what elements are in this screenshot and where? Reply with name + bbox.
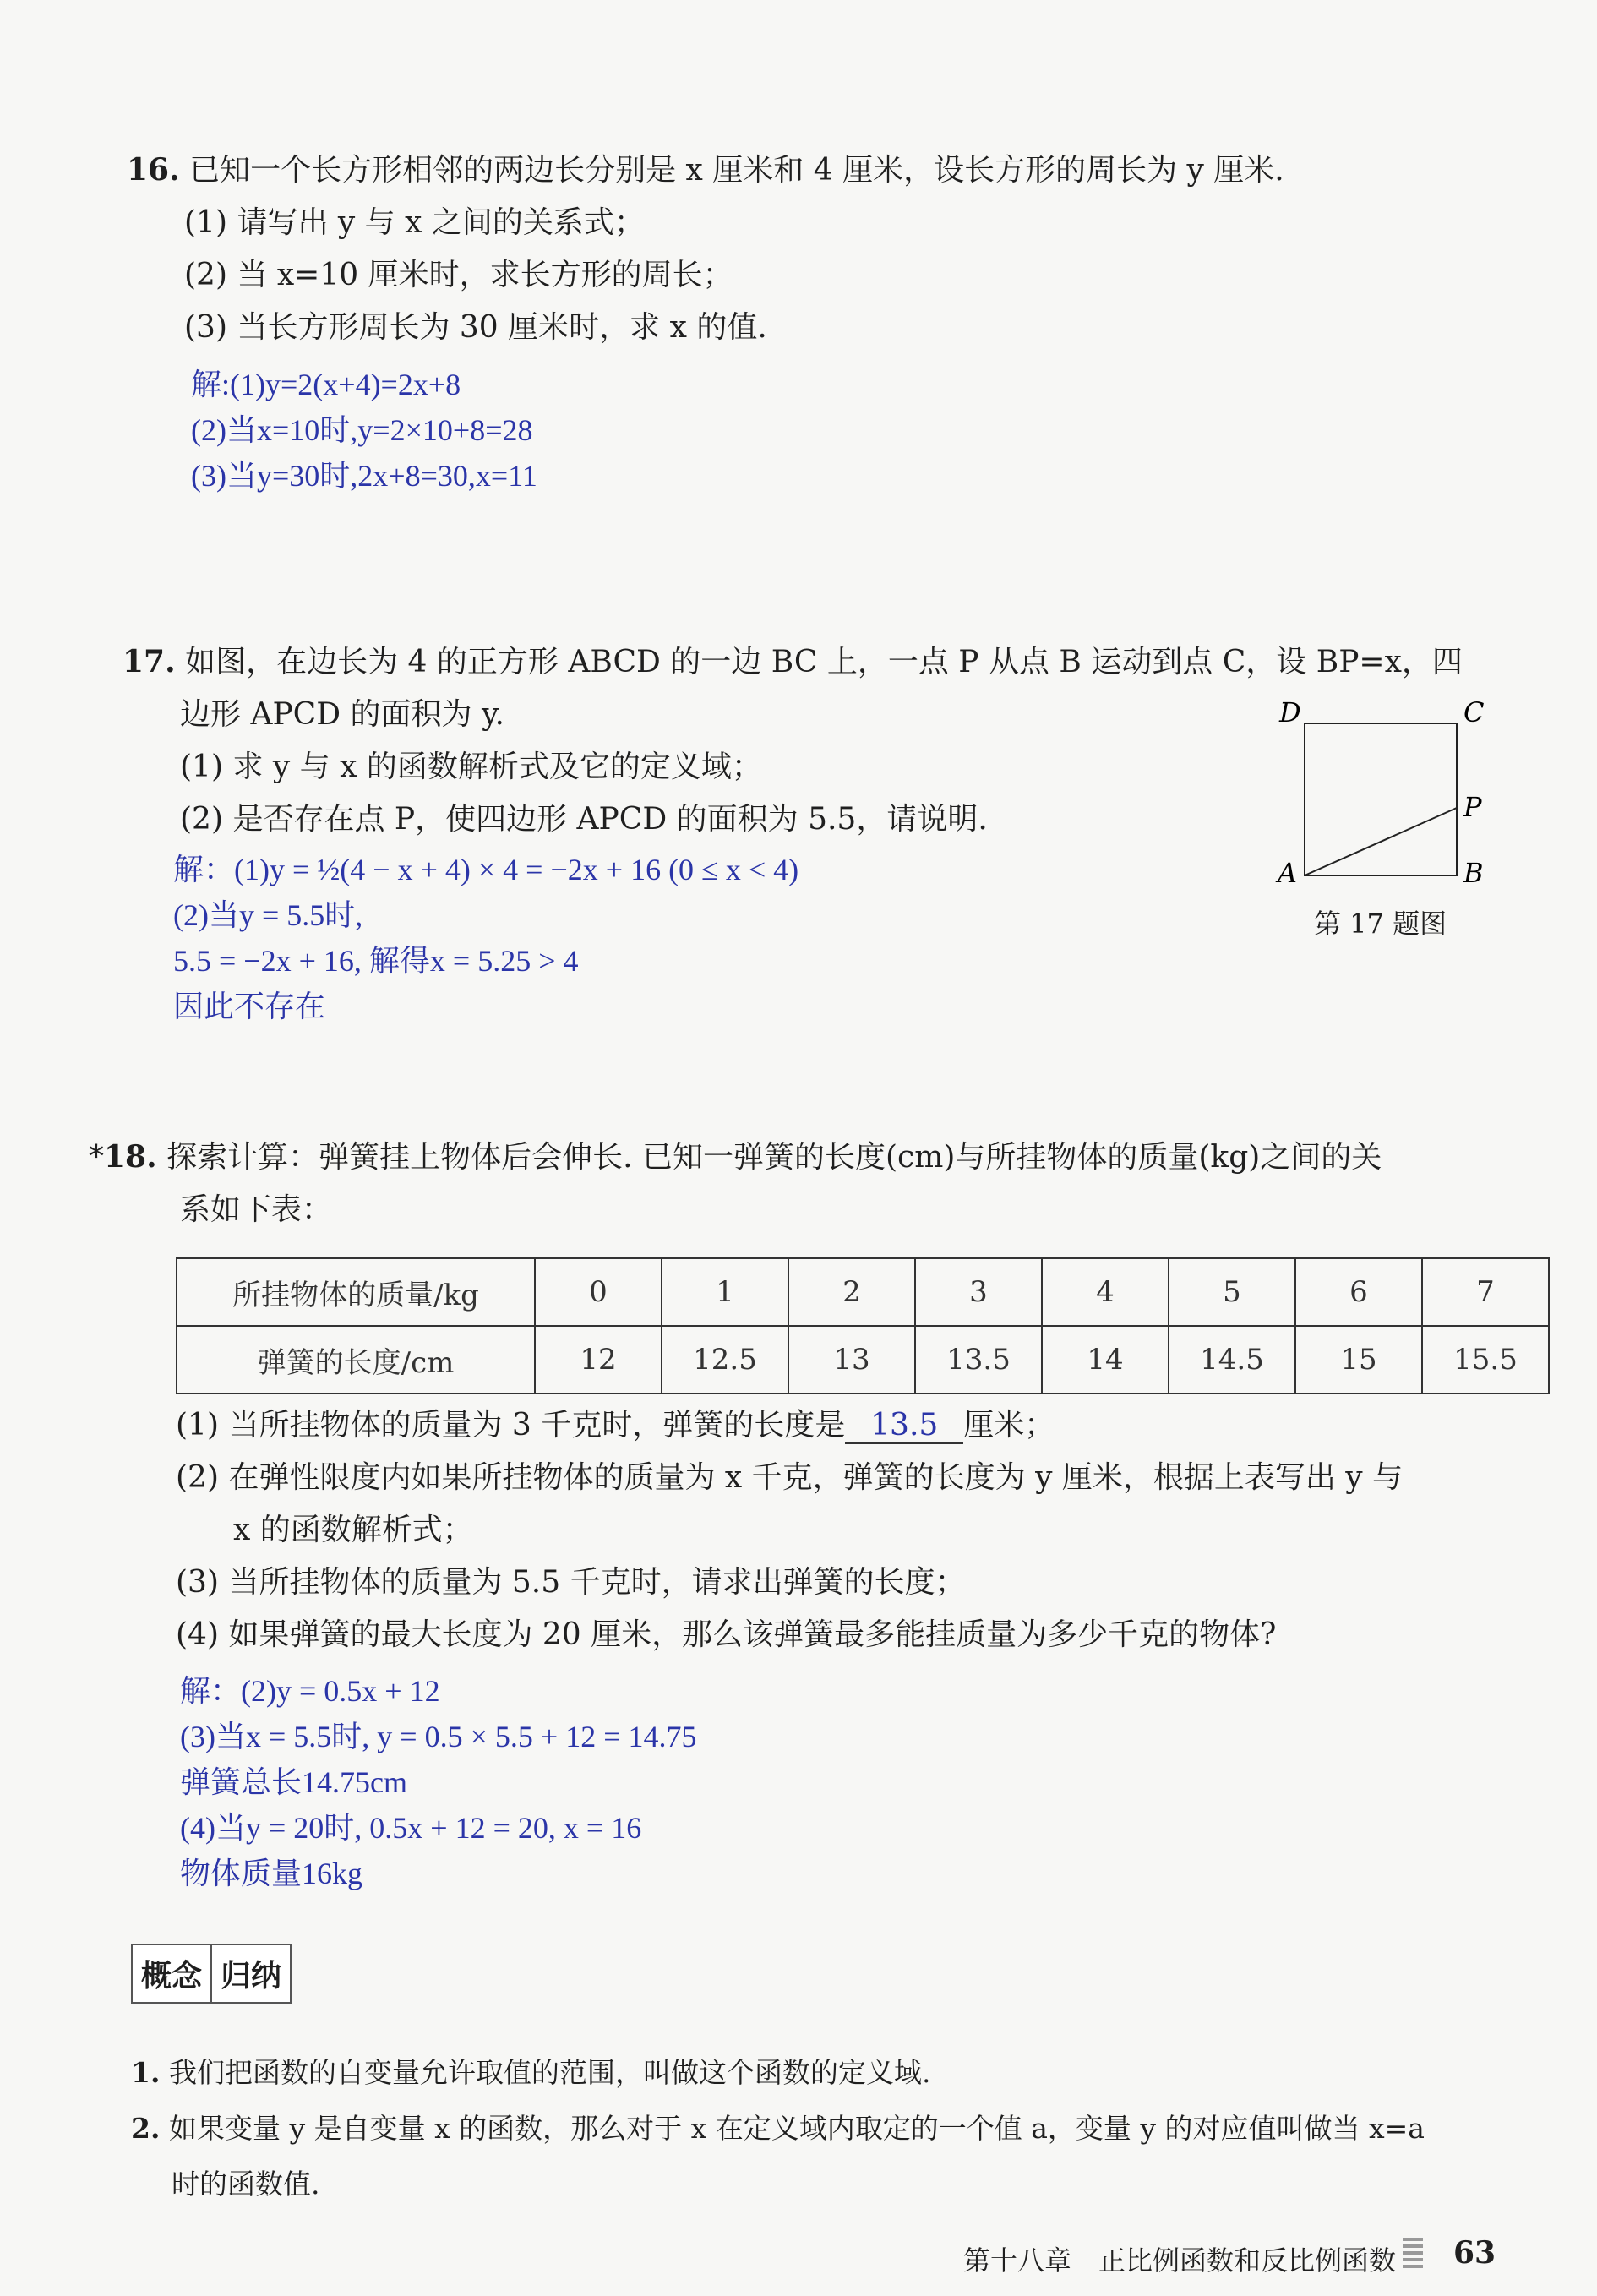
table-cell: 1 — [662, 1258, 788, 1326]
answer-line: (2)当x=10时,y=2×10+8=28 — [191, 413, 533, 447]
question-stem: 探索计算：弹簧挂上物体后会伸长. 已知一弹簧的长度(cm)与所挂物体的质量(kg)之间的关 — [166, 1140, 1382, 1175]
answer-line: (2)当y = 5.5时, — [173, 898, 363, 932]
summary-tag — [131, 1944, 292, 2004]
tag-concept: 概念 — [131, 1944, 212, 2004]
label-A: A — [1278, 857, 1298, 889]
sub-question: (1) 请写出 y 与 x 之间的关系式； — [184, 205, 645, 240]
summary-list — [131, 2045, 1525, 2212]
answer-blank: 13.5 — [845, 1409, 963, 1444]
row-header: 所挂物体的质量/kg — [177, 1258, 535, 1326]
sub-question-2-cont: x 的函数解析式； — [233, 1513, 473, 1547]
answer-line: (3)当x = 5.5时, y = 0.5 × 5.5 + 12 = 14.75 — [180, 1720, 697, 1753]
question-number: 18. — [104, 1139, 157, 1175]
question-stem-cont: 系如下表： — [180, 1192, 333, 1227]
answer-line: 物体质量16kg — [180, 1857, 363, 1890]
question-number: 17. — [123, 644, 176, 679]
spring-table — [176, 1257, 1550, 1394]
answer-16 — [191, 362, 537, 499]
table-cell: 14 — [1042, 1326, 1169, 1393]
answer-line: 解：(2)y = 0.5x + 12 — [180, 1674, 440, 1708]
sub-question: (2) 是否存在点 P，使四边形 APCD 的面积为 5.5，请说明. — [180, 802, 988, 837]
page-number: 63 — [1453, 2235, 1496, 2271]
table-cell: 12 — [535, 1326, 662, 1393]
table-cell: 7 — [1422, 1258, 1549, 1326]
question-stem: 已知一个长方形相邻的两边长分别是 x 厘米和 4 厘米，设长方形的周长为 y 厘米. — [189, 153, 1284, 188]
answer-line: 5.5 = −2x + 16, 解得x = 5.25 > 4 — [173, 944, 579, 978]
table-cell: 3 — [915, 1258, 1042, 1326]
table-cell: 13.5 — [915, 1326, 1042, 1393]
table-cell: 5 — [1169, 1258, 1295, 1326]
sub-question-1: (1) 当所挂物体的质量为 3 千克时，弹簧的长度是 13.5 厘米； — [176, 1408, 1055, 1442]
table-cell: 2 — [788, 1258, 915, 1326]
table-cell: 13 — [788, 1326, 915, 1393]
answer-line: 解:(1)y=2(x+4)=2x+8 — [191, 368, 461, 401]
label-D: D — [1279, 696, 1301, 728]
decor-bars — [1403, 2238, 1423, 2271]
question-16 — [127, 144, 1521, 354]
summary-item: 1. 我们把函数的自变量允许取值的范围，叫做这个函数的定义域. — [131, 2056, 931, 2089]
sub-question-2: (2) 在弹性限度内如果所挂物体的质量为 x 千克，弹簧的长度为 y 厘米，根据上表写出 y 与 — [176, 1460, 1404, 1495]
row-header: 弹簧的长度/cm — [177, 1326, 535, 1393]
table-cell: 0 — [535, 1258, 662, 1326]
question-number: 16. — [127, 152, 180, 188]
table-row — [177, 1326, 1549, 1393]
question-stem-cont: 边形 APCD 的面积为 y. — [180, 697, 504, 732]
figure-caption: 第 17 题图 — [1314, 908, 1447, 940]
star-mark: * — [89, 1140, 104, 1175]
answer-line: 因此不存在 — [173, 990, 326, 1023]
question-stem: 如图，在边长为 4 的正方形 ABCD 的一边 BC 上，一点 P 从点 B 运动到点 C，设 BP=x，四 — [185, 645, 1463, 679]
table-cell: 14.5 — [1169, 1326, 1295, 1393]
sub-question-4: (4) 如果弹簧的最大长度为 20 厘米，那么该弹簧最多能挂质量为多少千克的物体? — [176, 1617, 1277, 1652]
table-row — [177, 1258, 1549, 1326]
table-cell: 6 — [1295, 1258, 1422, 1326]
q18-subquestions — [176, 1399, 1528, 1661]
summary-item-cont: 时的函数值. — [172, 2168, 320, 2201]
answer-18 — [180, 1668, 697, 1896]
answer-line: (3)当y=30时,2x+8=30,x=11 — [191, 459, 537, 493]
sub-question-3: (3) 当所挂物体的质量为 5.5 千克时，请求出弹簧的长度； — [176, 1565, 966, 1600]
label-P: P — [1463, 791, 1482, 823]
table-cell: 4 — [1042, 1258, 1169, 1326]
answer-17 — [173, 847, 798, 1029]
answer-line: (4)当y = 20时, 0.5x + 12 = 20, x = 16 — [180, 1811, 642, 1845]
chapter-title: 第十八章 正比例函数和反比例函数 — [963, 2244, 1397, 2277]
summary-item: 2. 如果变量 y 是自变量 x 的函数，那么对于 x 在定义域内取定的一个值 a，变量 y 的对应值叫做当 x=a — [131, 2112, 1425, 2145]
sub-question: (3) 当长方形周长为 30 厘米时，求 x 的值. — [184, 310, 767, 345]
sub-question: (1) 求 y 与 x 的函数解析式及它的定义域； — [180, 750, 762, 784]
table-cell: 15 — [1295, 1326, 1422, 1393]
answer-line: 弹簧总长14.75cm — [180, 1765, 407, 1799]
label-B: B — [1463, 857, 1484, 889]
answer-line: 解：(1)y = ½(4 − x + 4) × 4 = −2x + 16 (0 ≤ x < 4) — [173, 853, 799, 886]
tag-summary: 归纳 — [212, 1944, 292, 2004]
label-C: C — [1463, 696, 1485, 728]
table-cell: 12.5 — [662, 1326, 788, 1393]
sub-question: (2) 当 x=10 厘米时，求长方形的周长； — [184, 258, 733, 292]
question-18 — [89, 1131, 1525, 1236]
table-cell: 15.5 — [1422, 1326, 1549, 1393]
